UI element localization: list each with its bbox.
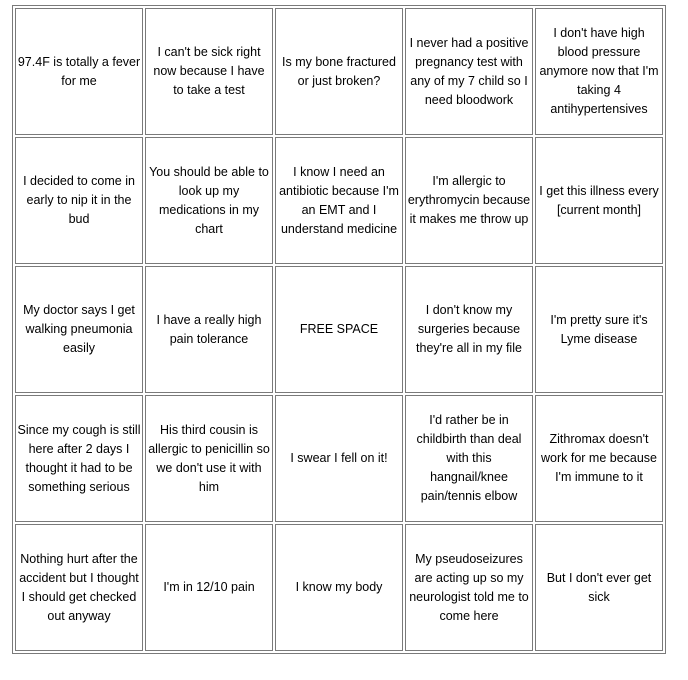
bingo-cell: I get this illness every [current month] — [535, 137, 663, 264]
bingo-cell: I'd rather be in childbirth than deal with this hangnail/knee pain/tennis elbow — [405, 395, 533, 522]
bingo-cell: I don't have high blood pressure anymore now that I'm taking 4 antihypertensives — [535, 8, 663, 135]
bingo-row — [15, 137, 663, 264]
bingo-cell: I know I need an antibiotic because I'm an EMT and I understand medicine — [275, 137, 403, 264]
bingo-row — [15, 524, 663, 651]
bingo-row — [15, 8, 663, 135]
bingo-cell: Since my cough is still here after 2 days I thought it had to be something serious — [15, 395, 143, 522]
bingo-cell: My pseudoseizures are acting up so my neurologist told me to come here — [405, 524, 533, 651]
bingo-cell: You should be able to look up my medications in my chart — [145, 137, 273, 264]
bingo-cell: I never had a positive pregnancy test with any of my 7 child so I need bloodwork — [405, 8, 533, 135]
bingo-cell: I decided to come in early to nip it in the bud — [15, 137, 143, 264]
bingo-cell: I'm allergic to erythromycin because it makes me throw up — [405, 137, 533, 264]
bingo-row — [15, 395, 663, 522]
bingo-cell: Zithromax doesn't work for me because I'm immune to it — [535, 395, 663, 522]
bingo-cell: I'm pretty sure it's Lyme disease — [535, 266, 663, 393]
bingo-cell: I swear I fell on it! — [275, 395, 403, 522]
bingo-cell: 97.4F is totally a fever for me — [15, 8, 143, 135]
bingo-cell: Nothing hurt after the accident but I thought I should get checked out anyway — [15, 524, 143, 651]
bingo-board — [12, 5, 666, 654]
bingo-cell: My doctor says I get walking pneumonia easily — [15, 266, 143, 393]
bingo-row — [15, 266, 663, 393]
bingo-cell: I don't know my surgeries because they're all in my file — [405, 266, 533, 393]
bingo-cell: Is my bone fractured or just broken? — [275, 8, 403, 135]
bingo-cell: I have a really high pain tolerance — [145, 266, 273, 393]
bingo-cell: His third cousin is allergic to penicillin so we don't use it with him — [145, 395, 273, 522]
bingo-cell: I'm in 12/10 pain — [145, 524, 273, 651]
bingo-cell: I can't be sick right now because I have to take a test — [145, 8, 273, 135]
bingo-cell: I know my body — [275, 524, 403, 651]
free-space-cell: FREE SPACE — [275, 266, 403, 393]
bingo-cell: But I don't ever get sick — [535, 524, 663, 651]
